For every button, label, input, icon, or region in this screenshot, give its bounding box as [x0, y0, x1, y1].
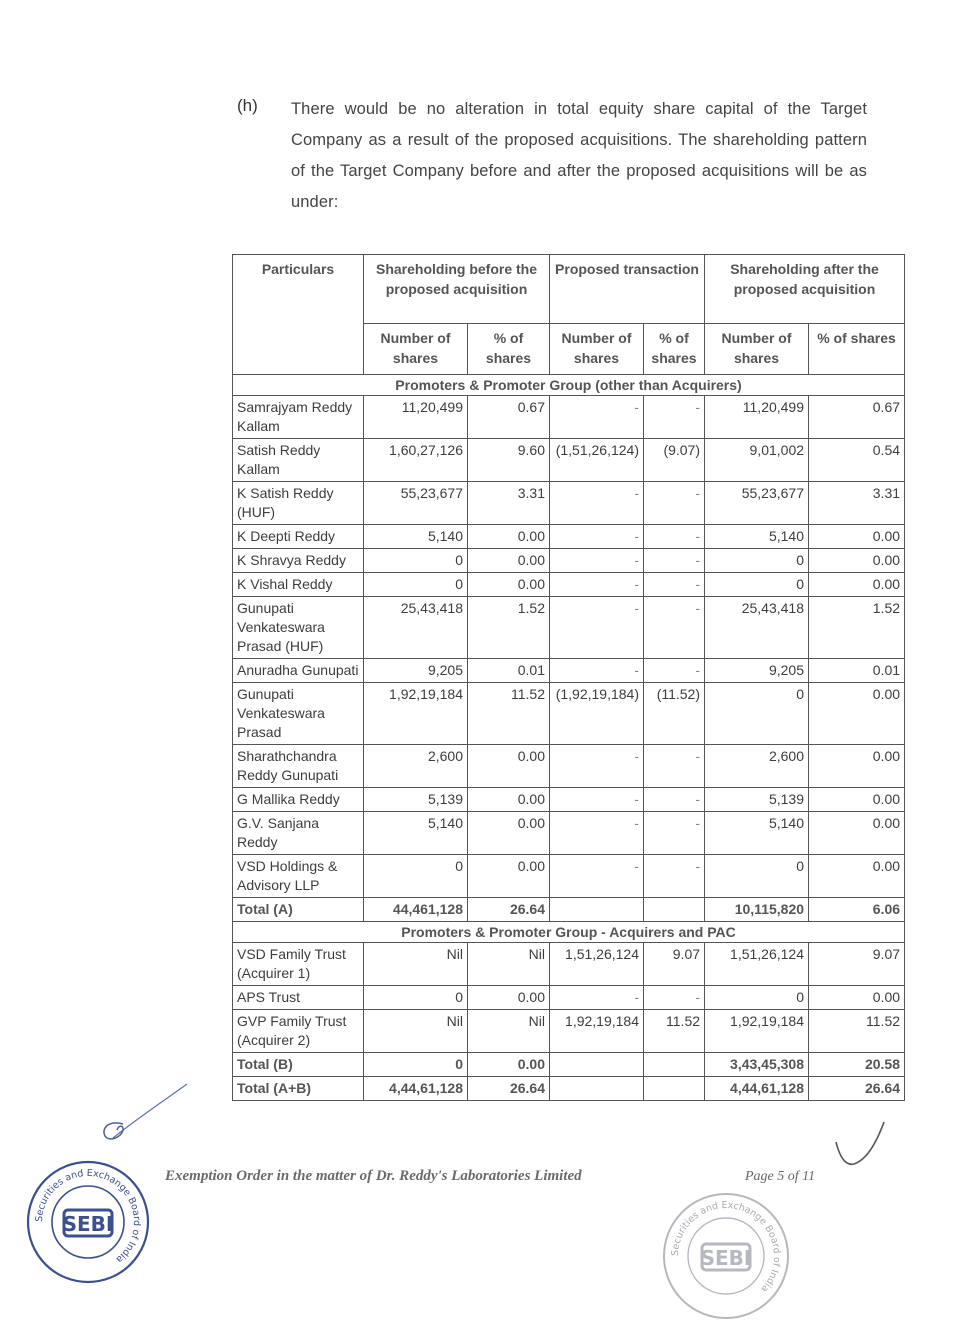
transaction-number: - [550, 597, 644, 659]
section-title-a: Promoters & Promoter Group (other than Acquirers) [233, 375, 905, 396]
after-pct: 0.00 [809, 683, 905, 745]
after-number: 0 [705, 986, 809, 1010]
row-name: APS Trust [233, 986, 364, 1010]
sebi-seal-right [660, 1190, 792, 1322]
row-name: Gunupati Venkateswara Prasad (HUF) [233, 597, 364, 659]
row-name: Total (A+B) [233, 1077, 364, 1101]
transaction-number: - [550, 549, 644, 573]
transaction-pct: 11.52 [644, 1010, 705, 1053]
transaction-pct: - [644, 855, 705, 898]
shareholding-table [232, 254, 905, 1101]
before-number: 5,140 [364, 812, 468, 855]
transaction-pct: 9.07 [644, 943, 705, 986]
transaction-pct: - [644, 745, 705, 788]
transaction-number: (1,92,19,184) [550, 683, 644, 745]
table-row [233, 855, 905, 898]
table-row [233, 396, 905, 439]
paragraph-text: There would be no alteration in total equity share capital of the Target Company as a result of the proposed acquisitions. The shareholding pattern of the Target Company before and after the proposed acquisitions will be as under: [291, 100, 867, 211]
transaction-number [550, 1077, 644, 1101]
table-body-a [233, 375, 905, 922]
transaction-number: - [550, 396, 644, 439]
transaction-pct: - [644, 597, 705, 659]
transaction-number: - [550, 986, 644, 1010]
after-pct: 0.00 [809, 812, 905, 855]
table-row [233, 439, 905, 482]
after-pct: 0.67 [809, 396, 905, 439]
before-number: 4,44,61,128 [364, 1077, 468, 1101]
after-number: 9,205 [705, 659, 809, 683]
total-row-ab [233, 1077, 905, 1101]
row-name: G.V. Sanjana Reddy [233, 812, 364, 855]
table-row [233, 1010, 905, 1053]
table-row [233, 525, 905, 549]
header-before-number: Number of shares [364, 324, 468, 375]
total-row-a [233, 898, 905, 922]
after-number: 5,139 [705, 788, 809, 812]
table-row [233, 573, 905, 597]
after-number: 10,115,820 [705, 898, 809, 922]
before-number: 0 [364, 855, 468, 898]
transaction-pct: - [644, 812, 705, 855]
row-name: Anuradha Gunupati [233, 659, 364, 683]
before-number: 0 [364, 986, 468, 1010]
after-pct: 6.06 [809, 898, 905, 922]
after-number: 4,44,61,128 [705, 1077, 809, 1101]
header-before: Shareholding before the proposed acquisition [364, 255, 550, 324]
table-row [233, 943, 905, 986]
transaction-number: - [550, 745, 644, 788]
before-number: 9,205 [364, 659, 468, 683]
after-number: 5,140 [705, 525, 809, 549]
transaction-number: - [550, 788, 644, 812]
after-pct: 0.00 [809, 549, 905, 573]
before-number: 55,23,677 [364, 482, 468, 525]
before-pct: 11.52 [468, 683, 550, 745]
before-pct: 9.60 [468, 439, 550, 482]
before-pct: Nil [468, 943, 550, 986]
header-particulars: Particulars [233, 255, 364, 375]
after-pct: 0.01 [809, 659, 905, 683]
after-number: 2,600 [705, 745, 809, 788]
row-name: Total (B) [233, 1053, 364, 1077]
row-name: VSD Family Trust (Acquirer 1) [233, 943, 364, 986]
section-row-b [233, 922, 905, 943]
header-after-pct: % of shares [809, 324, 905, 375]
transaction-pct: (11.52) [644, 683, 705, 745]
after-number: 55,23,677 [705, 482, 809, 525]
after-pct: 0.00 [809, 573, 905, 597]
transaction-number: - [550, 482, 644, 525]
signature-tick-right [832, 1118, 892, 1170]
table-row [233, 986, 905, 1010]
signature-initial-left [95, 1080, 195, 1142]
after-pct: 0.00 [809, 745, 905, 788]
transaction-number [550, 1053, 644, 1077]
transaction-pct: - [644, 659, 705, 683]
transaction-pct [644, 1053, 705, 1077]
transaction-number: - [550, 573, 644, 597]
before-pct: 1.52 [468, 597, 550, 659]
transaction-number: - [550, 525, 644, 549]
before-pct: 0.67 [468, 396, 550, 439]
before-pct: 26.64 [468, 1077, 550, 1101]
after-pct: 0.00 [809, 986, 905, 1010]
after-number: 11,20,499 [705, 396, 809, 439]
table-row [233, 659, 905, 683]
after-number: 1,51,26,124 [705, 943, 809, 986]
header-trans-pct: % of shares [644, 324, 705, 375]
header-proposed: Proposed transaction [550, 255, 705, 324]
transaction-number: 1,92,19,184 [550, 1010, 644, 1053]
row-name: Total (A) [233, 898, 364, 922]
before-pct: Nil [468, 1010, 550, 1053]
before-number: 2,600 [364, 745, 468, 788]
seal-logo-right: SEBI [700, 1246, 752, 1270]
after-pct: 26.64 [809, 1077, 905, 1101]
transaction-pct: - [644, 525, 705, 549]
table-row [233, 549, 905, 573]
header-before-pct: % of shares [468, 324, 550, 375]
row-name: K Vishal Reddy [233, 573, 364, 597]
before-number: 25,43,418 [364, 597, 468, 659]
sebi-seal-left [24, 1158, 152, 1286]
transaction-pct [644, 1077, 705, 1101]
before-pct: 0.00 [468, 855, 550, 898]
transaction-pct: - [644, 788, 705, 812]
before-pct: 0.00 [468, 1053, 550, 1077]
transaction-number: 1,51,26,124 [550, 943, 644, 986]
transaction-number: - [550, 855, 644, 898]
before-number: 1,60,27,126 [364, 439, 468, 482]
before-pct: 26.64 [468, 898, 550, 922]
before-pct: 0.00 [468, 525, 550, 549]
transaction-number: - [550, 812, 644, 855]
paragraph-marker: (h) [237, 96, 258, 115]
row-name: Satish Reddy Kallam [233, 439, 364, 482]
table-row [233, 745, 905, 788]
before-pct: 0.00 [468, 986, 550, 1010]
table-row [233, 482, 905, 525]
header-after: Shareholding after the proposed acquisition [705, 255, 905, 324]
before-pct: 3.31 [468, 482, 550, 525]
header-after-number: Number of shares [705, 324, 809, 375]
table-row [233, 683, 905, 745]
table-row [233, 788, 905, 812]
after-number: 0 [705, 683, 809, 745]
after-pct: 0.00 [809, 525, 905, 549]
row-name: Sharathchandra Reddy Gunupati [233, 745, 364, 788]
row-name: VSD Holdings & Advisory LLP [233, 855, 364, 898]
seal-logo-left: SEBI [62, 1212, 114, 1236]
seal-ring-text-right: Securities and Exchange Board of India [669, 1199, 783, 1295]
footer [165, 1168, 825, 1190]
after-number: 0 [705, 855, 809, 898]
after-number: 0 [705, 549, 809, 573]
before-pct: 0.00 [468, 549, 550, 573]
before-pct: 0.00 [468, 812, 550, 855]
transaction-number [550, 898, 644, 922]
after-number: 0 [705, 573, 809, 597]
before-pct: 0.00 [468, 788, 550, 812]
transaction-number: (1,51,26,124) [550, 439, 644, 482]
table-row [233, 812, 905, 855]
row-name: K Deepti Reddy [233, 525, 364, 549]
seal-ring-text-left: Securities and Exchange Board of India [33, 1167, 143, 1265]
transaction-pct: - [644, 986, 705, 1010]
before-number: Nil [364, 943, 468, 986]
after-number: 9,01,002 [705, 439, 809, 482]
row-name: Samrajyam Reddy Kallam [233, 396, 364, 439]
before-number: 1,92,19,184 [364, 683, 468, 745]
row-name: G Mallika Reddy [233, 788, 364, 812]
row-name: GVP Family Trust (Acquirer 2) [233, 1010, 364, 1053]
before-number: 0 [364, 573, 468, 597]
after-pct: 11.52 [809, 1010, 905, 1053]
after-number: 1,92,19,184 [705, 1010, 809, 1053]
footer-title: Exemption Order in the matter of Dr. Reddy's Laboratories Limited [165, 1168, 582, 1184]
after-pct: 1.52 [809, 597, 905, 659]
header-trans-number: Number of shares [550, 324, 644, 375]
footer-page-number: Page 5 of 11 [745, 1169, 816, 1184]
after-pct: 0.00 [809, 855, 905, 898]
after-pct: 9.07 [809, 943, 905, 986]
header-row-top [233, 255, 905, 324]
transaction-pct: - [644, 396, 705, 439]
before-pct: 0.00 [468, 745, 550, 788]
after-number: 3,43,45,308 [705, 1053, 809, 1077]
transaction-pct: (9.07) [644, 439, 705, 482]
before-pct: 0.00 [468, 573, 550, 597]
table-body-b [233, 922, 905, 1101]
after-number: 25,43,418 [705, 597, 809, 659]
before-number: 0 [364, 1053, 468, 1077]
transaction-pct: - [644, 549, 705, 573]
section-title-b: Promoters & Promoter Group - Acquirers and PAC [233, 922, 905, 943]
after-pct: 0.00 [809, 788, 905, 812]
transaction-pct: - [644, 573, 705, 597]
table-row [233, 597, 905, 659]
row-name: K Satish Reddy (HUF) [233, 482, 364, 525]
before-number: 0 [364, 549, 468, 573]
after-pct: 0.54 [809, 439, 905, 482]
section-row-a [233, 375, 905, 396]
paragraph-h [237, 94, 867, 218]
before-number: 5,139 [364, 788, 468, 812]
transaction-number: - [550, 659, 644, 683]
total-row-b [233, 1053, 905, 1077]
after-number: 5,140 [705, 812, 809, 855]
after-pct: 20.58 [809, 1053, 905, 1077]
transaction-pct [644, 898, 705, 922]
after-pct: 3.31 [809, 482, 905, 525]
before-number: 11,20,499 [364, 396, 468, 439]
before-number: Nil [364, 1010, 468, 1053]
before-number: 5,140 [364, 525, 468, 549]
before-pct: 0.01 [468, 659, 550, 683]
row-name: Gunupati Venkateswara Prasad [233, 683, 364, 745]
transaction-pct: - [644, 482, 705, 525]
row-name: K Shravya Reddy [233, 549, 364, 573]
before-number: 44,461,128 [364, 898, 468, 922]
